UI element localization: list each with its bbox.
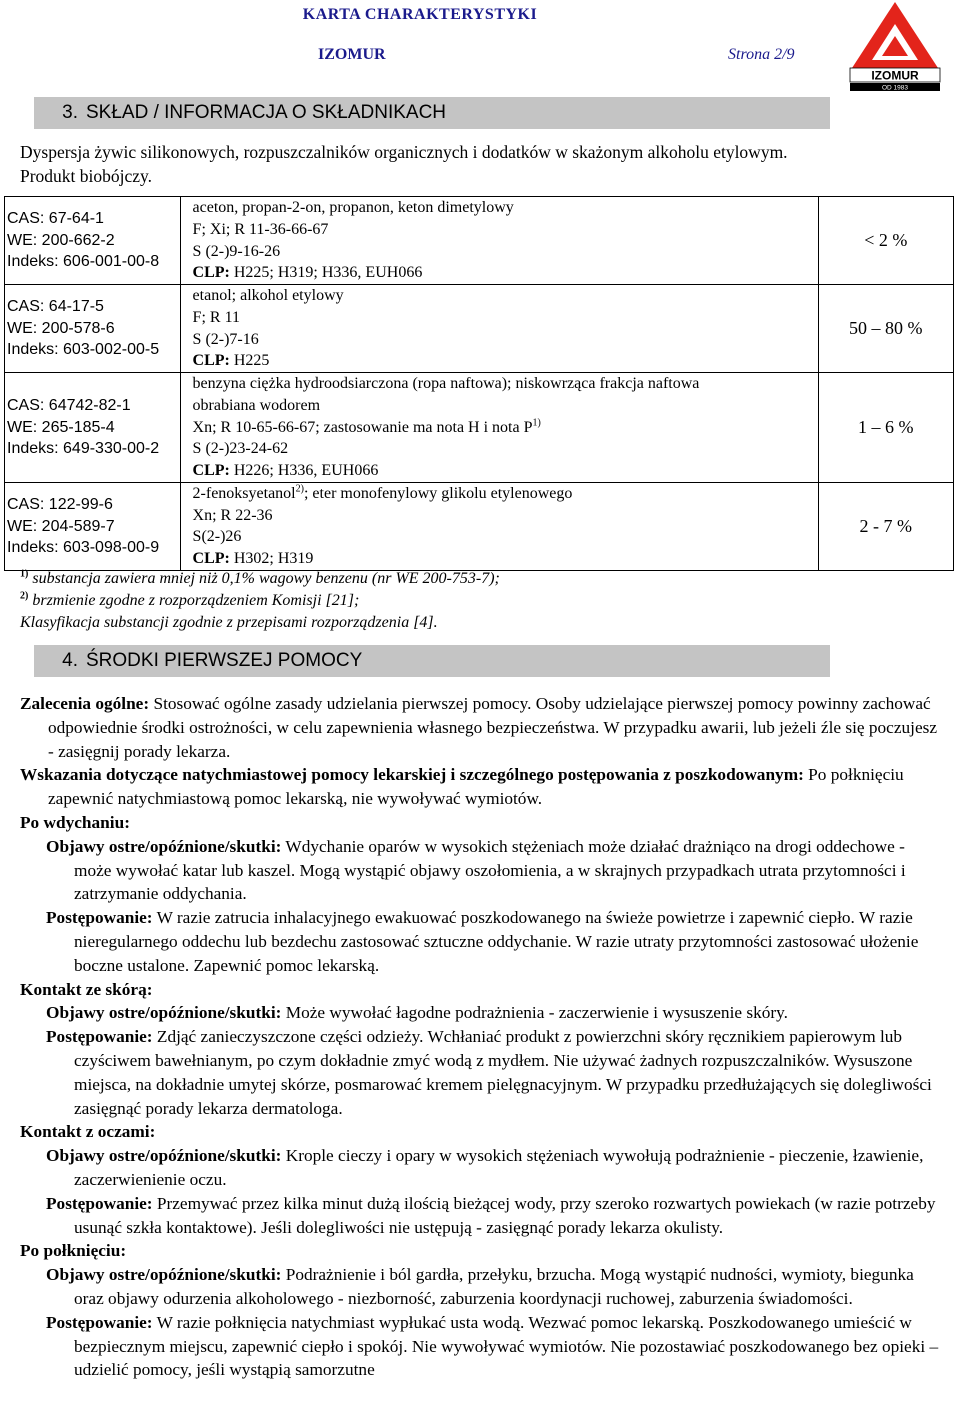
general-advice	[20, 692, 946, 763]
cas-number: CAS: 64-17-5	[7, 298, 104, 316]
action-text: Przemywać przez kilka minut dużą ilością bieżącej wody, przy szeroko rozwartych powiekach (w razie potrzeby usunąć szkła kontaktowe). Jeśli dolegliwości nie ustępują - zasięgnąć porady lekarza okulisty.	[74, 1193, 936, 1237]
page-number: Strona 2/9	[728, 46, 795, 63]
footnote-mark: 1)	[20, 568, 29, 580]
route-action	[20, 906, 946, 977]
action-text: W razie połknięcia natychmiast wypłukać usta wodą. Wezwać pomoc lekarską. Poszkodowanego umieścić w bezpiecznym miejscu, zapewnić ciepło i spokój. Nie wywoływać wymiotów. Nie pozostawiać poszkodowanego bez opieki – udzielić pomocy, jeśli wystąpią samorzutne	[74, 1312, 939, 1380]
action-label: Postępowanie:	[46, 908, 153, 928]
route-action	[20, 1025, 946, 1120]
section-4-number: 4.	[62, 650, 78, 671]
footnote-1	[20, 568, 500, 590]
we-number: WE: 204-589-7	[7, 517, 115, 535]
r-phrases: F; Xi; R 11-36-66-67	[192, 220, 329, 238]
classification-cell	[180, 285, 818, 373]
section-4-title: ŚRODKI PIERWSZEJ POMOCY	[86, 650, 363, 671]
symptoms-text: Podrażnienie i ból gardła, przełyku, brzucha. Mogą wystąpić nudności, wymioty, biegunka oraz objawy odurzenia alkoholowego - niezborność, zaburzenia koordynacji ruchowej, zaburzenia świadomości.	[74, 1265, 914, 1308]
symptoms-text: Krople cieczy i opary w wysokich stężeniach wywołują podrażnienie - pieczenie, łzawienie, zaczerwienienie oczu.	[74, 1146, 924, 1189]
clp-label: CLP:	[192, 352, 230, 370]
we-number: WE: 200-578-6	[7, 319, 115, 337]
table-row	[5, 285, 954, 373]
action-text: W razie zatrucia inhalacyjnego ewakuować poszkodowanego na świeże powietrze i zapewnić ciepło. W razie nieregularnego oddechu lub bezdechu zastosować sztuczne oddychanie. W razie utraty przytomności zastosować ułożenie boczne ustalone. Zapewnić pomoc lekarską.	[74, 908, 919, 975]
action-label: Postępowanie:	[46, 1193, 153, 1213]
concentration-cell: < 2 %	[818, 197, 953, 285]
r-phrases: F; R 11	[192, 308, 240, 326]
index-number: Indeks: 603-002-00-5	[7, 341, 160, 359]
footnote-mark: 2)	[20, 590, 29, 602]
clp-line	[193, 548, 818, 570]
table-row	[5, 483, 954, 571]
substance-name-line	[193, 483, 818, 505]
clp-codes: H225	[233, 352, 270, 370]
classification-note: Klasyfikacja substancji zgodnie z przepisami rozporządzenia [4].	[20, 614, 438, 631]
symptoms-label: Objawy ostre/opóźnione/skutki:	[46, 836, 282, 856]
cas-number: CAS: 64742-82-1	[7, 397, 131, 415]
general-advice-text: Stosować ogólne zasady udzielania pierwszej pomocy. Osoby udzielające pierwszej pomocy powinny zachować odpowiednie środki ostrożności, w celu zapewnienia własnego bezpieczeństwa. W przypadku awarii, lub jeżeli źle się poczujesz - zasięgnij porady lekarza.	[48, 694, 938, 761]
route-action	[20, 1311, 946, 1382]
r-phrases-line	[193, 417, 818, 439]
section-4-heading	[34, 645, 830, 677]
company-name: IZOMUR	[318, 46, 386, 63]
table-row	[5, 373, 954, 483]
route-heading: Po połknięciu:	[20, 1241, 127, 1261]
intro-line-1: Dyspersja żywic silikonowych, rozpuszczalników organicznych i dodatków w skażonym alkoholu etylowym.	[20, 142, 788, 162]
clp-line	[193, 460, 818, 482]
route-symptoms	[20, 1263, 946, 1311]
substance-name: etanol; alkohol etylowy	[192, 287, 344, 305]
cas-number: CAS: 67-64-1	[7, 210, 104, 228]
route-heading: Po wdychaniu:	[20, 812, 130, 832]
footnote-2	[20, 590, 500, 612]
we-number: WE: 265-185-4	[7, 418, 115, 436]
symptoms-label: Objawy ostre/opóźnione/skutki:	[46, 1003, 282, 1023]
section-3-heading	[34, 97, 830, 129]
clp-codes: H302; H319	[233, 550, 314, 568]
identifiers-cell	[5, 373, 181, 483]
footnote-ref: 1)	[532, 417, 541, 429]
table-row	[5, 197, 954, 285]
identifiers-cell	[5, 285, 181, 373]
substance-name: benzyna ciężka hydroodsiarczona (ropa naftowa); niskowrząca frakcja naftowa	[192, 375, 700, 393]
footnote-ref: 2)	[295, 483, 304, 495]
urgent-advice	[20, 763, 946, 811]
footnote-text: brzmienie zgodne z rozporządzeniem Komisji [21];	[32, 592, 360, 609]
r-phrases: Xn; R 10-65-66-67; zastosowanie ma nota H i nota P	[192, 418, 533, 436]
substance-name: 2-fenoksyetanol	[192, 485, 296, 502]
intro-line-2: Produkt biobójczy.	[20, 166, 153, 186]
clp-label: CLP:	[192, 462, 230, 480]
footnotes	[20, 568, 500, 634]
logo-wordmark: IZOMUR	[871, 68, 919, 83]
cas-number: CAS: 122-99-6	[7, 496, 113, 514]
urgent-advice-text: Po połknięciu zapewnić natychmiastową pomoc lekarską, nie wywoływać wymiotów.	[48, 765, 904, 809]
clp-codes: H226; H336, EUH066	[233, 462, 379, 480]
substance-name: aceton, propan-2-on, propanon, keton dimetylowy	[192, 199, 514, 217]
concentration-cell: 50 – 80 %	[818, 285, 953, 373]
route-symptoms	[20, 835, 946, 906]
clp-line	[193, 350, 818, 372]
clp-line	[193, 262, 818, 284]
logo-since: OD 1983	[881, 84, 909, 92]
section-3-title: SKŁAD / INFORMACJA O SKŁADNIKACH	[86, 102, 447, 123]
action-label: Postępowanie:	[46, 1312, 153, 1332]
clp-label: CLP:	[192, 550, 230, 568]
we-number: WE: 200-662-2	[7, 231, 115, 249]
route-symptoms	[20, 1001, 946, 1025]
s-phrases: S(2-)26	[192, 528, 242, 546]
components-table	[4, 196, 954, 571]
s-phrases: S (2-)7-16	[192, 330, 259, 348]
action-text: Zdjąć zanieczyszczone części odzieży. Wchłaniać produkt z powierzchni skóry ręcznikiem papierowym lub czyściwem bawełnianym, po czym dokładnie zmyć wodą z mydłem. Nie używać żadnych rozpuszczalników. Wysuszone miejsca, na dokładnie umytej skórze, posmarować kremem pielęgnacyjnym. W przypadku przedłużających się dolegliwości zasięgnąć porady lekarza dermatologa.	[74, 1027, 932, 1118]
s-phrases: S (2-)23-24-62	[192, 440, 289, 458]
section-3-intro	[20, 140, 950, 188]
index-number: Indeks: 606-001-00-8	[7, 253, 160, 271]
symptoms-label: Objawy ostre/opóźnione/skutki:	[46, 1265, 282, 1285]
section-3-number: 3.	[62, 102, 78, 123]
identifiers-cell	[5, 197, 181, 285]
clp-codes: H225; H319; H336, EUH066	[233, 264, 423, 282]
document-title: KARTA CHARAKTERYSTYKI	[302, 6, 538, 23]
company-logo	[848, 0, 942, 92]
route-action	[20, 1192, 946, 1240]
urgent-advice-label: Wskazania dotyczące natychmiastowej pomocy lekarskiej i szczególnego postępowania z poszkodowanym:	[20, 765, 804, 785]
substance-name-rest: ; eter monofenylowy glikolu etylenowego	[303, 485, 573, 502]
route-symptoms	[20, 1144, 946, 1192]
symptoms-text: Może wywołać łagodne podrażnienia - zaczerwienie i wysuszenie skóry.	[285, 1003, 788, 1023]
route-heading: Kontakt ze skórą:	[20, 979, 153, 999]
concentration-cell: 2 - 7 %	[818, 483, 953, 571]
symptoms-label: Objawy ostre/opóźnione/skutki:	[46, 1146, 282, 1166]
route-heading: Kontakt z oczami:	[20, 1122, 156, 1142]
footnote-text: substancja zawiera mniej niż 0,1% wagowy benzenu (nr WE 200-753-7);	[32, 570, 500, 587]
action-label: Postępowanie:	[46, 1027, 153, 1047]
r-phrases: Xn; R 22-36	[192, 506, 273, 524]
index-number: Indeks: 603-098-00-9	[7, 539, 160, 557]
identifiers-cell	[5, 483, 181, 571]
concentration-cell: 1 – 6 %	[818, 373, 953, 483]
first-aid-content	[20, 692, 946, 1382]
substance-name-cont: obrabiana wodorem	[192, 396, 321, 414]
classification-cell	[180, 483, 818, 571]
index-number: Indeks: 649-330-00-2	[7, 440, 160, 458]
clp-label: CLP:	[192, 264, 230, 282]
classification-cell	[180, 373, 818, 483]
symptoms-text: Wdychanie oparów w wysokich stężeniach może działać drażniąco na drogi oddechowe - może wywołać katar lub kaszel. Mogą wystąpić objawy oszołomienia, a w skrajnych przypadkach utrata przytomności i zatrzymanie oddychania.	[74, 836, 906, 904]
general-advice-label: Zalecenia ogólne:	[20, 694, 150, 713]
s-phrases: S (2-)9-16-26	[192, 242, 281, 260]
classification-cell	[180, 197, 818, 285]
